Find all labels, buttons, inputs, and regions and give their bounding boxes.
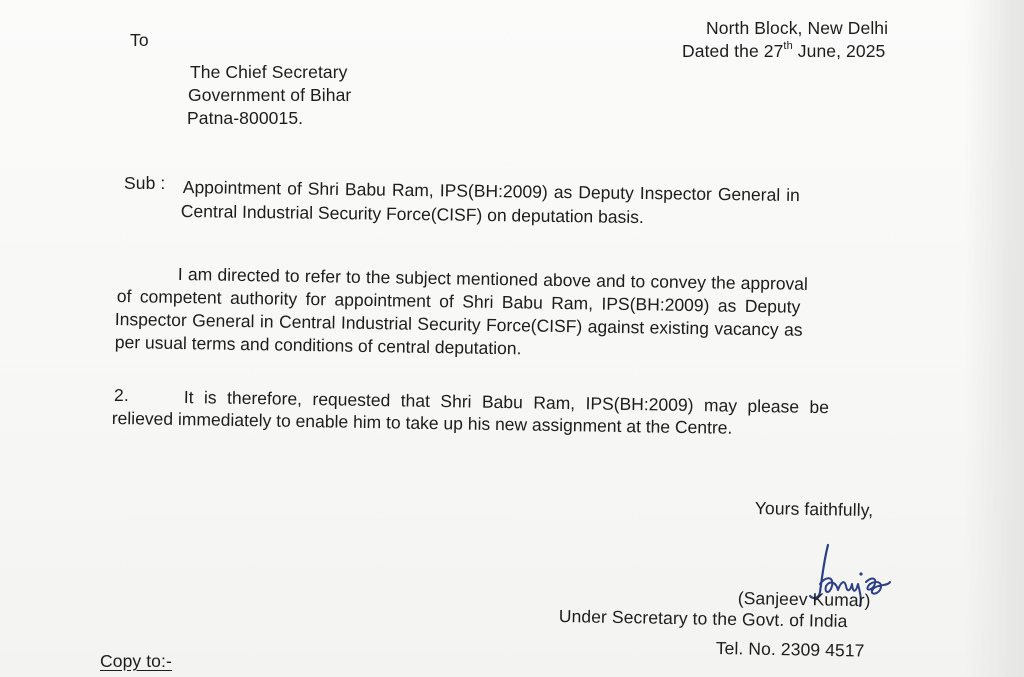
copy-to-heading: Copy to:-	[100, 651, 172, 671]
date-prefix: Dated the 27	[682, 41, 784, 61]
subject-label: Sub :	[124, 173, 166, 193]
date-ordinal: th	[783, 40, 793, 52]
para2-line-1: It is therefore, requested that Shri Babu Ram, IPS(BH:2009) may please be	[183, 386, 830, 418]
closing-salutation: Yours faithfully,	[754, 497, 874, 521]
subject-line-1: Appointment of Shri Babu Ram, IPS(BH:2009) as Deputy Inspector General in	[182, 176, 800, 206]
recipient-line-2: Government of Bihar	[188, 85, 352, 105]
recipient-line-3: Patna-800015.	[187, 108, 304, 128]
signatory-tel: Tel. No. 2309 4517	[715, 637, 865, 661]
para2-line-2: relieved immediately to enable him to take up his new assignment at the Centre.	[111, 407, 733, 438]
to-label: To	[130, 30, 149, 50]
date-suffix: June, 2025	[792, 41, 886, 61]
para1-line-4: per usual terms and conditions of central deputation.	[114, 331, 522, 359]
sender-place: North Block, New Delhi	[706, 18, 889, 38]
subject-line-2: Central Industrial Security Force(CISF) on deputation basis.	[180, 200, 644, 228]
para1-line-3: Inspector General in Central Industrial Security Force(CISF) against existing vacancy as	[114, 308, 803, 340]
para2-number: 2.	[114, 385, 129, 405]
letter-date	[682, 40, 885, 62]
para1-line-2: of competent authority for appointment of Shri Babu Ram, IPS(BH:2009) as Deputy	[116, 285, 801, 317]
recipient-line-1: The Chief Secretary	[190, 62, 348, 82]
signatory-designation: Under Secretary to the Govt. of India	[558, 605, 848, 632]
signatory-name: (Sanjeev Kumar)	[737, 587, 871, 611]
para1-line-1: I am directed to refer to the subject mentioned above and to convey the approval	[177, 263, 809, 294]
page-edge-shadow	[964, 0, 1024, 677]
